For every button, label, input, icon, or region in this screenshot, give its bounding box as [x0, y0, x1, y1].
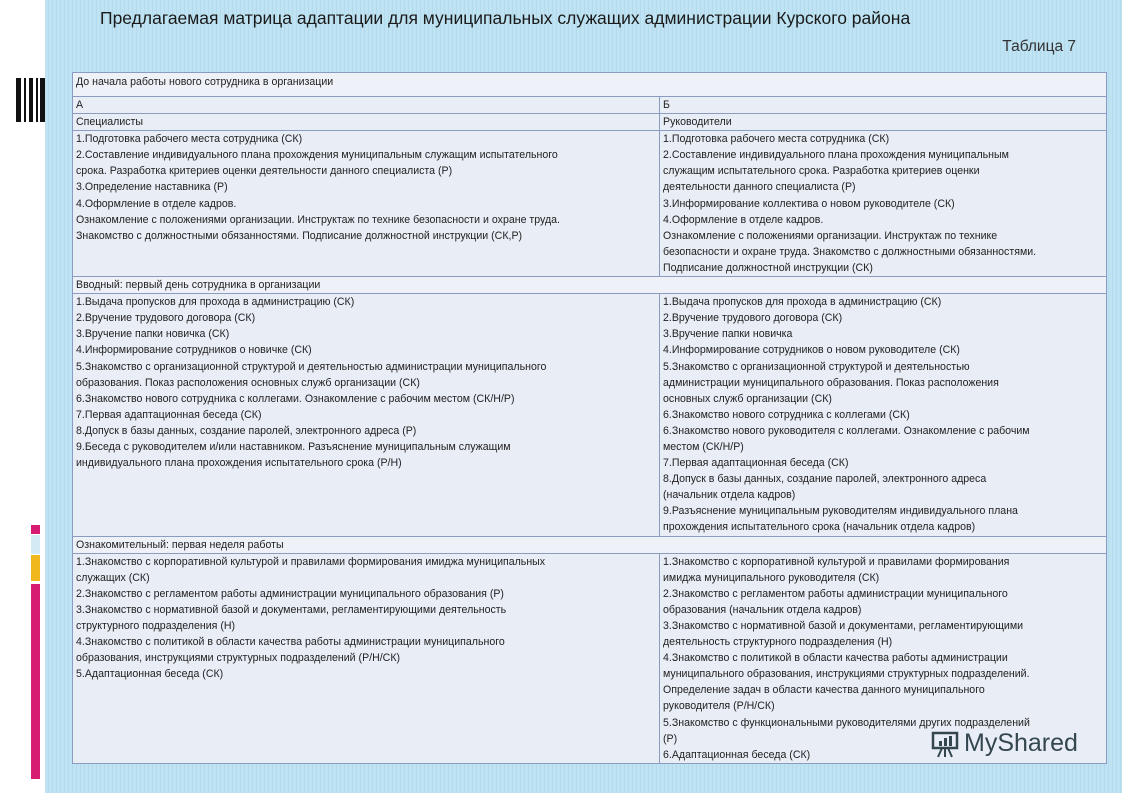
cell-line: 2.Вручение трудового договора (СК) [663, 312, 843, 325]
cell-line: 2.Знакомство с регламентом работы администрации муниципального образования (Р) [76, 587, 504, 600]
cell-line: образования. Показ расположения основных служб организации (СК) [76, 376, 420, 389]
cell-line: Ознакомление с положениями организации. Инструктаж по технике [663, 229, 998, 242]
role-specialists: Специалисты [73, 114, 660, 131]
role-managers: Руководители [660, 114, 1107, 131]
cell-line: имиджа муниципального руководителя (СК) [663, 571, 880, 584]
table-number: Таблица 7 [1002, 38, 1076, 55]
cell-line: 1.Подготовка рабочего места сотрудника (СК) [663, 133, 890, 146]
accent-strip-pink [31, 584, 40, 779]
cell-line: 3.Определение наставника (Р) [76, 181, 228, 194]
cell-line: 4.Информирование сотрудников о новичке (СК) [76, 344, 312, 357]
logo-text: MyShared [964, 729, 1078, 757]
cell-line: 4.Знакомство с политикой в области качества работы администрации муниципального [76, 636, 505, 649]
cell-line: 5.Знакомство с организационной структурой и деятельностью [663, 360, 970, 373]
cell-line: структурного подразделения (Н) [76, 620, 236, 632]
cell-line: образования (начальник отдела кадров) [663, 603, 862, 616]
cell-line: 5.Адаптационная беседа (СК) [76, 668, 224, 681]
myshared-logo [930, 729, 1078, 758]
cell-line: 8.Допуск в базы данных, создание паролей, электронного адреса [663, 473, 987, 486]
cell-line: индивидуального плана прохождения испытательного срока (Р/Н) [76, 457, 402, 470]
cell-line: безопасности и охране труда. Знакомство с должностными обязанностями. [663, 245, 1037, 258]
accent-strip-light [31, 535, 40, 554]
cell-line: 1.Знакомство с корпоративной культурой и правилами формирования имиджа муниципальных [76, 555, 546, 568]
section-heading-row [73, 277, 1107, 294]
cell-line: 6.Знакомство нового руководителя с коллегами. Ознакомление с рабочим [663, 424, 1030, 437]
cell-line: Определение задач в области качества данного муниципального [663, 684, 985, 697]
section-heading: Вводный: первый день сотрудника в организации [73, 277, 1107, 294]
cell-line: 5.Знакомство с функциональными руководителями других подразделений [663, 716, 1030, 729]
accent-strip-yellow [31, 555, 40, 581]
cell-line: 7.Первая адаптационная беседа (СК) [663, 457, 849, 470]
cell-line: служащим испытательного срока. Разработка критериев оценки [663, 165, 980, 178]
cell-line: прохождения испытательного срока (начальник отдела кадров) [663, 521, 976, 534]
managers-cell [660, 131, 1107, 277]
cell-line: 1.Выдача пропусков для прохода в администрацию (СК) [76, 296, 355, 309]
cell-line: 6.Знакомство нового сотрудника с коллегами. Ознакомление с рабочим местом (СК/Н/Р) [76, 392, 515, 405]
cell-line: муниципального образования, инструкциями структурных подразделений. [663, 668, 1030, 681]
managers-cell [660, 294, 1107, 536]
accent-strip-pink-top [31, 525, 40, 534]
cell-line: Подписание должностной инструкции (СК) [663, 261, 873, 274]
content-row [73, 294, 1107, 536]
cell-line: 3.Вручение папки новичка (СК) [76, 328, 230, 341]
cell-line: (Р) [663, 732, 678, 745]
cell-line: 3.Знакомство с нормативной базой и документами, регламентирующими [663, 620, 1024, 632]
section-heading: Ознакомительный: первая неделя работы [73, 536, 1107, 553]
cell-line: 3.Знакомство с нормативной базой и документами, регламентирующими деятельность [76, 603, 507, 616]
cell-line: основных служб организации (СК) [663, 392, 832, 405]
cell-line: 8.Допуск в базы данных, создание паролей, электронного адреса (Р) [76, 424, 417, 437]
cell-line: местом (СК/Н/Р) [663, 440, 744, 453]
cell-line: 3.Вручение папки новичка [663, 328, 793, 341]
cell-line: 9.Разъяснение муниципальным руководителям индивидуального плана [663, 505, 1018, 518]
page-title: Предлагаемая матрица адаптации для муниципальных служащих администрации Курского района [100, 8, 911, 28]
presentation-board-icon [930, 730, 960, 758]
cell-line: служащих (СК) [76, 571, 150, 584]
cell-line: срока. Разработка критериев оценки деятельности данного специалиста (Р) [76, 165, 453, 178]
cell-line: 4.Оформление в отделе кадров. [76, 197, 237, 210]
adaptation-matrix-table [72, 72, 1107, 764]
cell-line: 2.Вручение трудового договора (СК) [76, 312, 256, 325]
specialists-cell [73, 553, 660, 763]
barcode-decoration-icon [16, 78, 46, 122]
cell-line: (начальник отдела кадров) [663, 489, 796, 502]
cell-line: 3.Информирование коллектива о новом руководителе (СК) [663, 197, 955, 210]
cell-line: 6.Адаптационная беседа (СК) [663, 748, 811, 761]
content-row [73, 131, 1107, 277]
cell-line: Знакомство с должностными обязанностями. Подписание должностной инструкции (СК,Р) [76, 229, 523, 242]
cell-line: администрации муниципального образования. Показ расположения [663, 376, 999, 389]
column-letter-row [73, 97, 1107, 114]
cell-line: 4.Информирование сотрудников о новом руководителе (СК) [663, 344, 960, 357]
cell-line: деятельность структурного подразделения (Н) [663, 636, 893, 649]
cell-line: 4.Знакомство с политикой в области качества работы администрации [663, 652, 1008, 665]
cell-line: 6.Знакомство нового сотрудника с коллегами (СК) [663, 408, 910, 421]
cell-line: деятельности данного специалиста (Р) [663, 181, 856, 194]
role-row [73, 114, 1107, 131]
cell-line: 2.Составление индивидуального плана прохождения муниципальным служащим испытательного [76, 149, 558, 162]
cell-line: 2.Знакомство с регламентом работы администрации муниципального [663, 587, 1008, 600]
cell-line: 2.Составление индивидуального плана прохождения муниципальным [663, 149, 1009, 162]
cell-line: 7.Первая адаптационная беседа (СК) [76, 408, 262, 421]
specialists-cell [73, 294, 660, 536]
cell-line: 9.Беседа с руководителем и/или наставником. Разъяснение муниципальным служащим [76, 440, 511, 453]
cell-line: Ознакомление с положениями организации. Инструктаж по технике безопасности и охране труда. [76, 213, 561, 226]
section-heading-row [73, 73, 1107, 97]
cell-line: 5.Знакомство с организационной структурой и деятельностью администрации муниципального [76, 360, 547, 373]
cell-line: образования, инструкциями структурных подразделений (Р/Н/СК) [76, 652, 401, 665]
cell-line: 1.Знакомство с корпоративной культурой и правилами формирования [663, 555, 1010, 568]
cell-line: руководителя (Р/Н/СК) [663, 700, 775, 713]
cell-line: 1.Подготовка рабочего места сотрудника (СК) [76, 133, 303, 146]
specialists-cell [73, 131, 660, 277]
cell-line: 4.Оформление в отделе кадров. [663, 213, 824, 226]
cell-line: 1.Выдача пропусков для прохода в администрацию (СК) [663, 296, 942, 309]
section-heading: До начала работы нового сотрудника в организации [73, 73, 1107, 97]
column-b-header: Б [660, 97, 1107, 114]
section-heading-row [73, 536, 1107, 553]
column-a-header: А [73, 97, 660, 114]
